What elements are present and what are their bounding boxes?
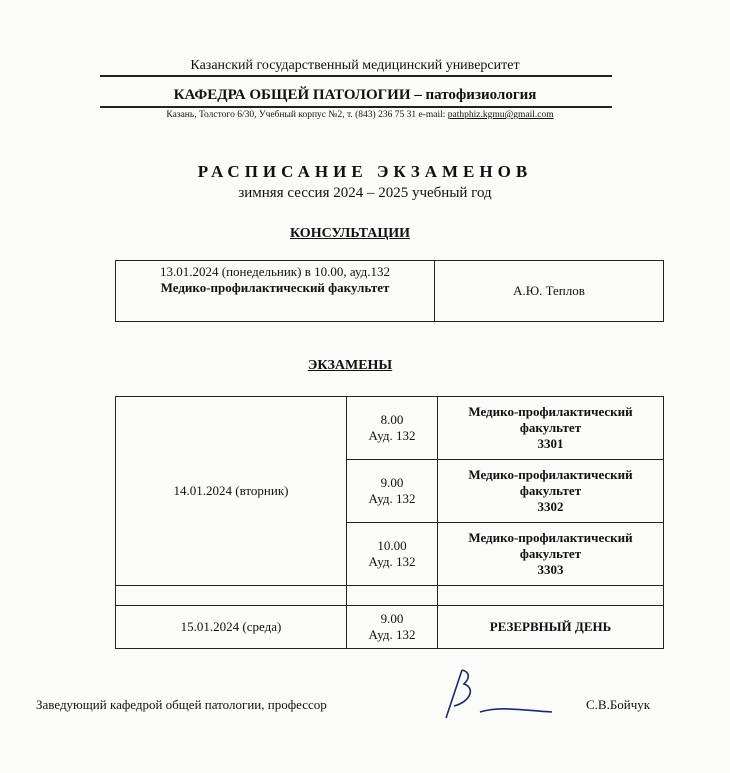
consultation-info-cell — [116, 261, 435, 322]
exam-slot-faculty: Медико-профилактический факультет — [468, 404, 633, 435]
exams-table — [115, 396, 664, 649]
exam-slot-faculty-cell — [438, 397, 664, 460]
exam-slot-time-cell — [347, 397, 438, 460]
consultation-when: 13.01.2024 (понедельник) в 10.00, ауд.132 — [160, 264, 390, 279]
address-text: Казань, Толстого 6/30, Учебный корпус №2, т. (843) 236 75 31 e-mail: — [166, 110, 446, 120]
exam-slot-faculty-cell — [438, 460, 664, 523]
signatory-position: Заведующий кафедрой общей патологии, профессор — [36, 697, 327, 712]
table-row — [116, 606, 664, 649]
exam-slot-time: 10.00 — [377, 538, 407, 553]
department-name: КАФЕДРА ОБЩЕЙ ПАТОЛОГИИ – патофизиология — [173, 87, 537, 103]
exam-slot-room: Ауд. 132 — [368, 491, 416, 506]
signatory-name: С.В.Бойчук — [586, 697, 651, 712]
exam-slot-room: Ауд. 132 — [368, 554, 416, 569]
table-row-empty — [116, 586, 664, 606]
exam-slot-faculty: Медико-профилактический факультет — [468, 530, 633, 561]
exam-slot-group: 3301 — [537, 436, 564, 451]
empty-cell — [347, 586, 438, 606]
exam-slot-time-cell — [347, 460, 438, 523]
header-rule-top — [100, 75, 612, 77]
empty-cell — [438, 586, 664, 606]
exam-slot-time-cell — [347, 606, 438, 649]
table-row — [116, 261, 664, 322]
email-link[interactable]: pathphiz.kgmu@gmail.com — [447, 110, 554, 120]
empty-cell — [116, 586, 347, 606]
exam-slot-time: 8.00 — [380, 412, 404, 427]
exam-slot-time: 9.00 — [380, 475, 404, 490]
table-row — [116, 397, 664, 460]
page-subtitle: зимняя сессия 2024 – 2025 учебный год — [238, 185, 492, 201]
consultation-teacher: А.Ю. Теплов — [435, 261, 664, 322]
consultations-heading: КОНСУЛЬТАЦИИ — [290, 226, 410, 241]
exam-slot-room: Ауд. 132 — [368, 627, 416, 642]
exam-slot-group: 3302 — [537, 499, 564, 514]
exams-heading: ЭКЗАМЕНЫ — [307, 358, 393, 373]
department-address — [90, 110, 630, 120]
exam-slot-room: Ауд. 132 — [368, 428, 416, 443]
reserve-day-label: РЕЗЕРВНЫЙ ДЕНЬ — [438, 606, 664, 649]
exam-date-day2: 15.01.2024 (среда) — [116, 606, 347, 649]
exam-slot-faculty: Медико-профилактический факультет — [468, 467, 633, 498]
exam-slot-group: 3303 — [537, 562, 564, 577]
header-rule-bottom — [100, 106, 612, 108]
page-title: РАСПИСАНИЕ ЭКЗАМЕНОВ — [197, 162, 533, 181]
signature-icon — [440, 662, 560, 724]
exam-date-day1: 14.01.2024 (вторник) — [116, 397, 347, 586]
exam-slot-time-cell — [347, 523, 438, 586]
consultations-table — [115, 260, 664, 322]
exam-slot-faculty-cell — [438, 523, 664, 586]
university-name: Казанский государственный медицинский университет — [190, 58, 520, 73]
consultation-faculty: Медико-профилактический факультет — [160, 280, 390, 295]
exam-slot-time: 9.00 — [380, 611, 404, 626]
